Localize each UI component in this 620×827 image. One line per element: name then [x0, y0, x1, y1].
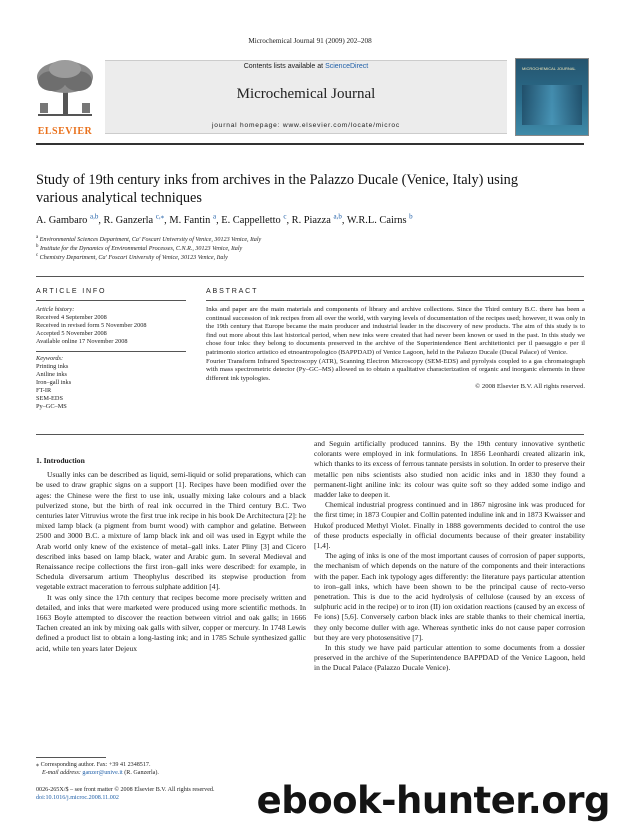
- publisher-name: ELSEVIER: [37, 126, 93, 137]
- journal-title: Microchemical Journal: [236, 86, 376, 102]
- body-paragraph: and Seguin artificially produced tannins. By the 19th century innovative synthetic colorants were employed in ink formulations. In 1856 Leonhardi created alizarin ink, which thanks to its excess of ferrous tannate persists in solution. In order to preserve their metallic pen nibs scientists also studied non acidic inks and in 1830 they found a permanent-light aniline ink: its colour was quite soft so they added some indigo and madder lake to deepen it.: [314, 439, 585, 500]
- keyword: SEM-EDS: [36, 395, 63, 402]
- abstract-rule: [36, 434, 584, 435]
- journal-homepage[interactable]: journal homepage: www.elsevier.com/locate/microc: [212, 122, 400, 129]
- watermark: ebook-hunter.org: [256, 779, 610, 822]
- corresponding-author-footnote: [36, 761, 306, 777]
- history-item: Available online 17 November 2008: [36, 338, 128, 345]
- article-title-line-1: Study of 19th century inks from archives in the Palazzo Ducale (Venice, Italy) using: [36, 172, 518, 188]
- keyword: Py–GC–MS: [36, 403, 67, 410]
- author: M. Fantin $^a$,: [169, 213, 222, 227]
- keyword: Iron–gall inks: [36, 379, 72, 386]
- cover-art: [522, 85, 582, 125]
- affiliation: $^c$ Chemistry Department, Ca' Foscari University of Venice, 30123 Venice, Italy: [36, 253, 228, 262]
- footnote-line: E-mail address: ganzer@unive.it (R. Ganzerla).: [42, 770, 159, 776]
- journal-reference: Microchemical Journal 91 (2009) 202–208: [248, 37, 372, 45]
- contents-line: [105, 63, 507, 70]
- article-title-line-2: various analytical techniques: [36, 190, 202, 206]
- issn-line: 0026-265X/$ – see front matter © 2008 Elsevier B.V. All rights reserved.: [36, 787, 215, 793]
- header-rule: [36, 143, 584, 145]
- affiliation: $^b$ Institute for the Dynamics of Environmental Processes, C.N.R., 30123 Venice, Italy: [36, 244, 243, 253]
- journal-cover-thumbnail: [515, 58, 589, 136]
- doi-link[interactable]: doi:10.1016/j.microc.2008.11.002: [36, 795, 119, 801]
- author-list: [36, 213, 596, 226]
- contents-prefix: Contents lists available at: [243, 63, 326, 70]
- affiliation: $^a$ Environmental Sciences Department, Ca' Foscari University of Venice, 30123 Venice, Italy: [36, 235, 262, 244]
- body-paragraph: The aging of inks is one of the most important causes of corrosion of paper supports, the mechanism of which depends on the nature of the components and their interactions with the paper. Each ink typology ages differently: the literature pays particular attention to iron–gall inks, which have been shown to be the principal cause of recto-verso penetration. This is due to the acid hydrolysis of cellulose (caused by an excess of sulphuric acid in the recipe) or to iron (II) ion oxidation reactions (caused by an excess of Fe ions) [5,6]. Conversely carbon black inks are stable thanks to their chemical inertia, they only become duller with age. Whereas synthetic inks do not cause paper corrosion but they are very photosensitive [7].: [314, 551, 585, 642]
- author: A. Gambaro $^{a,b}$,: [36, 213, 104, 227]
- keyword: Printing inks: [36, 363, 69, 370]
- history-item: Received 4 September 2008: [36, 314, 107, 321]
- history-item: Received in revised form 5 November 2008: [36, 322, 147, 329]
- email-link[interactable]: ganzer@unive.it: [82, 770, 123, 776]
- sciencedirect-link[interactable]: ScienceDirect: [325, 63, 369, 70]
- body-column-left: [36, 456, 306, 654]
- abstract-body: [206, 306, 585, 392]
- author: R. Piazza $^{a,b}$,: [291, 213, 347, 227]
- author: R. Ganzerla $^{c,⁎}$,: [103, 213, 170, 227]
- affiliation-rule: [36, 276, 584, 277]
- body-paragraph: It was only since the 17th century that recipes become more precisely written and detailed, and inks that were marketed were produced using more scientific methods. In 1663 Boyle attempted to discover the reaction between vitriol and oak galls; in 1666 Tachen created an ink by mixing oak galls with silver, copper or mercury. In 1748 Lewis defined a product list to obtain a long-lasting ink; and in 1785 Schule synthesized gallic acid, while ten years later Dejeux: [36, 592, 306, 653]
- body-paragraph: Chemical industrial progress continued and in 1867 nigrosine ink was produced for the first time; in 1873 Coupier and Collin patented induline ink and in 1873 Kwaisser and Hukof produced Methyl Violet. Finally in 1888 governments decided to control the use of these products especially in official documents because of their greater instability [1,4].: [314, 500, 586, 551]
- cover-title: MICROCHEMICAL JOURNAL: [522, 66, 576, 71]
- section-heading: 1. Introduction: [36, 456, 85, 465]
- article-info-heading: ARTICLE INFO: [36, 287, 107, 295]
- body-paragraph: In this study we have paid particular attention to some documents from a dossier preserved in the archive of the Superintendence BAPPDAD of the Venice Lagoon, held in the Ducal Palace (Palazzo Ducale Venice).: [314, 643, 585, 673]
- body-paragraph: Usually inks can be described as liquid, semi-liquid or solid preparations, which can be used to draw graphic signs on a support [1]. Recipes have been modified over the ages: the Chinese were the first to use ink, usually mixing lake colours and a black pulverized stone, but the birth of real ink occurred in the Third century B.C. Two centuries later Vitruvius wrote the first true ink recipe in his book De Architectura [2]: he mixed lamp black (a pigment from burnt wood) with camphor and gelatine. Between 2500 and 3000 B.C. a mixture of lamp black ink and oil was used in Egypt while the Arab world only knew of the existence of metal–gall inks. Later Pliny [3] and Cicero described inks based on lamp black, water and Arabic gum. In several Medieval and Renaissance recipe collections the first iron–gall inks were described: for example, in Schedula diversarum artium Theophylus described its stepwise production from vegetable extract maceration to ferrous sulphate addition [4].: [36, 470, 306, 592]
- keyword: Aniline inks: [36, 371, 67, 378]
- keywords-rule: [36, 351, 186, 352]
- keyword: FT-IR: [36, 387, 52, 394]
- history-heading: Article history:: [36, 306, 75, 313]
- author: W.R.L. Cairns $^b$: [346, 213, 413, 227]
- elsevier-tree-icon: [30, 57, 100, 123]
- copyright: © 2008 Elsevier B.V. All rights reserved.: [475, 383, 585, 391]
- keywords-heading: Keywords:: [36, 355, 64, 362]
- info-heading-rule: [36, 300, 186, 301]
- abstract-heading: ABSTRACT: [206, 287, 259, 295]
- article-title: [36, 171, 596, 207]
- footnote-rule: [36, 757, 106, 758]
- abstract-paragraph: Inks and paper are the main materials and components of library and archive collections. Since the Third century B.C. there has been a continual succession of ink recipes from all over the world, with varying levels of documentation of the recipes used; however, it was only in the 19th century that Europe became the main producer and industrial leader in the discovery of new products. The aim of this study is to find out more about this last historical period, when new inks were created that had never been known or used in the past. In this study we chose four inks: they belong to documents preserved in the archive of the Superintendence Beni architettonici per il paesaggio e per il patrimonio storico artistico ed etnoantropologico (BAPPDAD) of Venice Lagoon, held in the Palazzo Ducale (Ducal Palace) of Venice.: [206, 306, 585, 356]
- history-item: Accepted 5 November 2008: [36, 330, 107, 337]
- abstract-heading-rule: [206, 300, 584, 301]
- elsevier-logo: [30, 57, 100, 137]
- author: E. Cappelletto $^c$,: [221, 213, 292, 227]
- abstract-paragraph: Fourier Transform Infrared Spectroscopy (ATR), Scanning Electron Microscopy (SEM-EDS) and pyrolysis coupled to a gas chromatograph with mass spectrometric detector (Py–GC–MS) allowed us to obtain a qualitative characterization of organic and inorganic elements in three different ink typologies.: [206, 357, 585, 382]
- article-info: [36, 306, 166, 411]
- footnote-line: ⁎ Corresponding author. Fax: +39 41 2348517.: [36, 762, 151, 768]
- body-column-right: [314, 439, 585, 674]
